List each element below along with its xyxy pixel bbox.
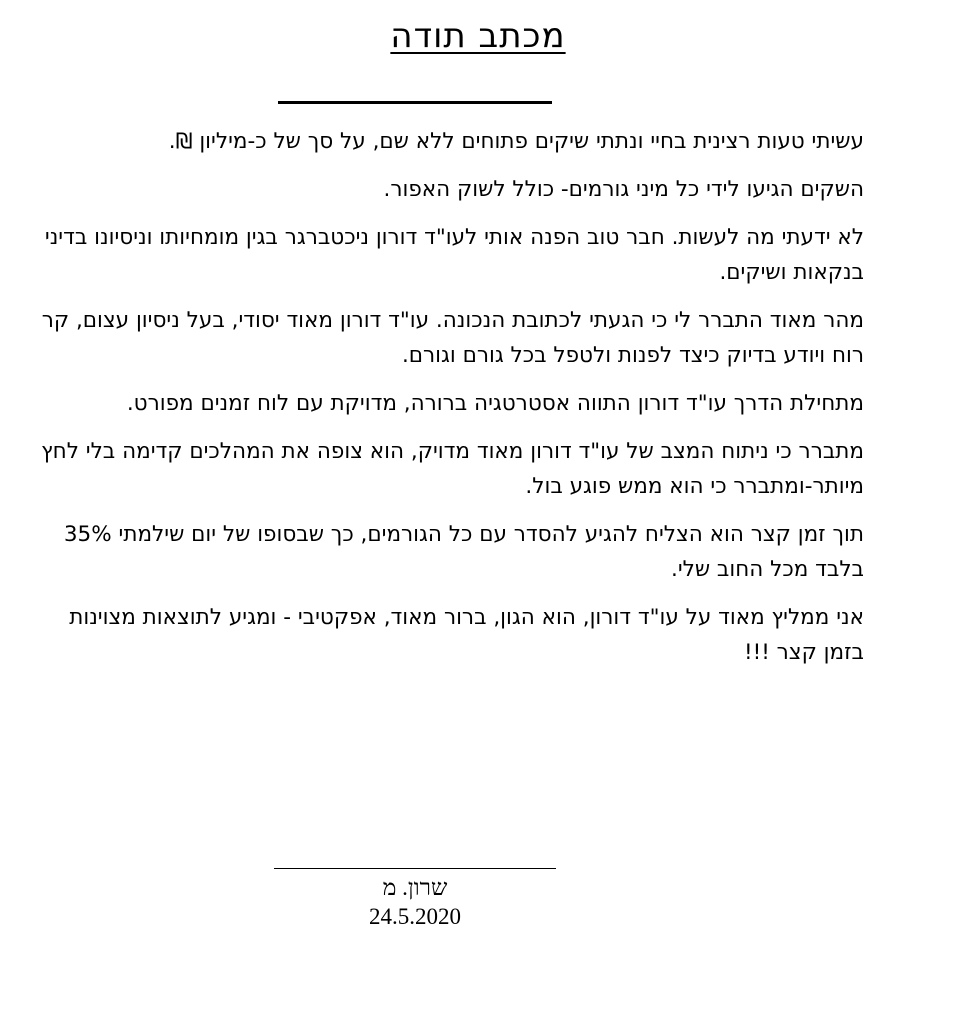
title-divider	[278, 101, 552, 104]
paragraph: תוך זמן קצר הוא הצליח להגיע להסדר עם כל הגורמים, כך שבסופו של יום שילמתי 35% בלבד מכל החוב שלי.	[63, 522, 864, 582]
paragraph: השקים הגיעו לידי כל מיני גורמים- כולל לשוק האפור.	[383, 177, 864, 202]
letter-body	[36, 124, 864, 683]
paragraph: מתחילת הדרך עו"ד דורון התווה אסטרטגיה ברורה, מדויקת עם לוח זמנים מפורט.	[126, 391, 864, 416]
paragraph: לא ידעתי מה לעשות. חבר טוב הפנה אותי לעו"ד דורון ניכטברגר בגין מומחיותו וניסיונו בדיני בנקאות ושיקים.	[44, 225, 864, 285]
signature-name: שרון. מ	[382, 875, 448, 900]
page-title: מכתב תודה	[390, 16, 566, 56]
paragraph: מהר מאוד התברר לי כי הגעתי לכתובת הנכונה. עו"ד דורון מאוד יסודי, בעל ניסיון עצום, קר רוח ויודע בדיוק כיצד לפנות ולטפל בכל גורם וגורם.	[41, 308, 864, 368]
paragraph: עשיתי טעות רצינית בחיי ונתתי שיקים פתוחים ללא שם, על סך של כ-מיליון ₪.	[168, 129, 864, 154]
signature-date: 24.5.2020	[369, 904, 461, 929]
signature-line	[274, 868, 556, 869]
paragraph: מתברר כי ניתוח המצב של עו"ד דורון מאוד מדויק, הוא צופה את המהלכים קדימה בלי לחץ מיותר-ומתברר כי הוא ממש פוגע בול.	[41, 439, 864, 499]
paragraph: אני ממליץ מאוד על עו"ד דורון, הוא הגון, ברור מאוד, אפקטיבי - ומגיע לתוצאות מצוינות בזמן קצר !!!	[69, 605, 864, 665]
